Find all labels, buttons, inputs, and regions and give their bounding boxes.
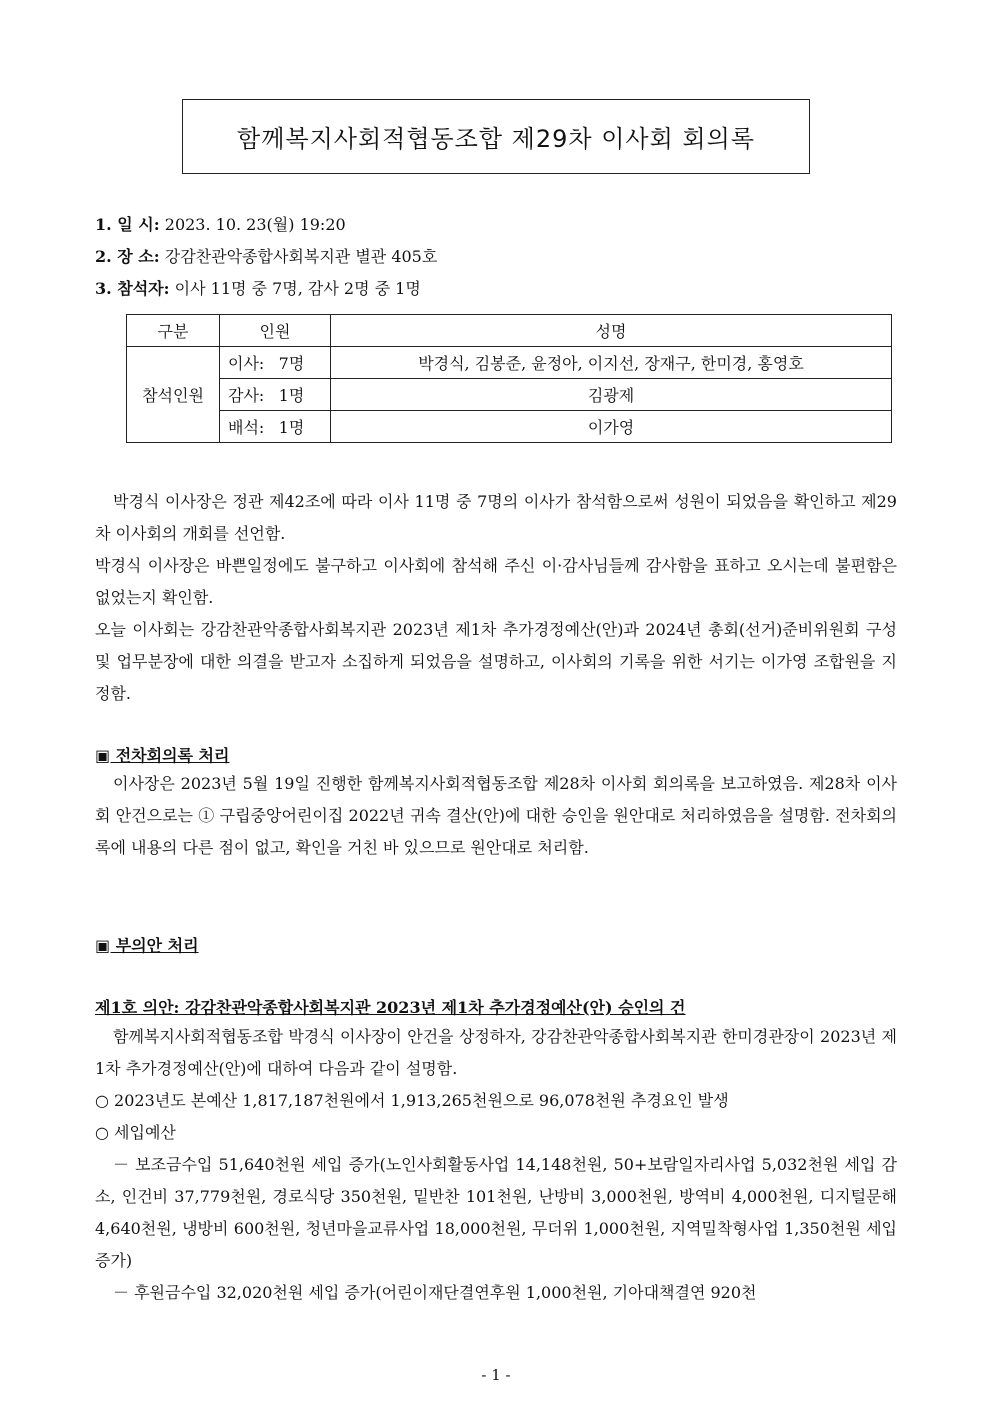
page-number: - 1 - [481, 1366, 511, 1384]
meta-date-value: 2023. 10. 23(월) 19:20 [159, 215, 346, 234]
document-title: 함께복지사회적협동조합 제29차 이사회 회의록 [237, 125, 755, 153]
row-number: 7명 [278, 354, 305, 373]
meta-date-label: 1. 일 시: [95, 215, 160, 234]
row-number: 1명 [278, 386, 305, 405]
row-role: 감사: [228, 386, 265, 405]
agenda1-donation-item: － 후원금수입 32,020천원 세입 증가(어린이재단결연후원 1,000천원, 기아대책결연 920천 [113, 1283, 757, 1302]
agenda1-body: 함께복지사회적협동조합 박경식 이사장이 안건을 상정하자, 강감찬관악종합사회복지관 한미경관장이 2023년 제1차 추가경정예산(안)에 대하여 다음과 같이 설명함. [95, 1027, 897, 1078]
intro-paragraph-1: 박경식 이사장은 정관 제42조에 따라 이사 11명 중 7명의 이사가 참석함으로써 성원이 되었음을 확인하고 제29차 이사회의 개회를 선언함. [95, 492, 897, 543]
row-count [220, 379, 331, 411]
header-count: 인원 [220, 315, 331, 347]
agenda1-subsidy-item: － 보조금수입 51,640천원 세입 증가(노인사회활동사업 14,148천원, 50+보람일자리사업 5,032천원 세입 감소, 인건비 37,779천원, 경로식당 350천원, 밑반찬 101천원, 난방비 3,000천원, 방역비 4,000천원, 디지털문해 4,640천원, 냉방비 600천원, 청년마을교류사업 18,000천원, 무더위 1,000천원, 지역밀착형사업 1,350천원 세입 증가) [95, 1155, 897, 1270]
meta-attendees-value: 이사 11명 중 7명, 감사 2명 중 1명 [169, 279, 421, 298]
intro-paragraph-3: 오늘 이사회는 강감찬관악종합사회복지관 2023년 제1차 추가경정예산(안)과 2024년 총회(선거)준비위원회 구성 및 업무분장에 대한 의결을 받고자 소집하게 되었음을 설명하고, 이사회의 기록을 위한 서기는 이가영 조합원을 지정함. [95, 620, 897, 703]
row-number: 1명 [278, 418, 305, 437]
table-row [127, 411, 892, 443]
row-role: 배석: [228, 418, 265, 437]
table-header-row [127, 315, 892, 347]
table-row [127, 379, 892, 411]
agenda1-heading: 제1호 의안: 강감찬관악종합사회복지관 2023년 제1차 추가경정예산(안) 승인의 건 [95, 998, 686, 1017]
meta-place-label: 2. 장 소: [95, 247, 160, 266]
row-role: 이사: [228, 354, 265, 373]
group-label: 참석인원 [127, 347, 220, 443]
meta-date [95, 212, 346, 235]
section-heading-agenda: ▣ 부의안 처리 [95, 936, 199, 955]
row-names: 박경식, 김봉준, 윤정아, 이지선, 장재구, 한미경, 홍영호 [331, 347, 892, 379]
attendance-table [126, 314, 892, 443]
meta-attendees [95, 276, 421, 299]
row-count [220, 411, 331, 443]
meta-place [95, 244, 437, 267]
header-names: 성명 [331, 315, 892, 347]
agenda1-bullet-revenue: ○ 세입예산 [95, 1123, 176, 1142]
table-row [127, 347, 892, 379]
intro-paragraph-2: 박경식 이사장은 바쁜일정에도 불구하고 이사회에 참석해 주신 이·감사님들께 감사함을 표하고 오시는데 불편함은 없었는지 확인함. [95, 556, 897, 607]
row-names: 이가영 [331, 411, 892, 443]
previous-minutes-body: 이사장은 2023년 5월 19일 진행한 함께복지사회적협동조합 제28차 이사회 회의록을 보고하였음. 제28차 이사회 안건으로는 ① 구립중앙어린이집 2022년 귀속 결산(안)에 대한 승인을 원안대로 처리하였음을 설명함. 전차회의록에 내용의 다른 점이 없고, 확인을 거친 바 있으므로 원안대로 처리함. [95, 774, 897, 857]
row-count [220, 347, 331, 379]
meta-attendees-label: 3. 참석자: [95, 279, 170, 298]
agenda1-bullet-budget: ○ 2023년도 본예산 1,817,187천원에서 1,913,265천원으로 96,078천원 추경요인 발생 [95, 1091, 729, 1110]
header-category: 구분 [127, 315, 220, 347]
section-heading-previous-minutes: ▣ 전차회의록 처리 [95, 746, 230, 765]
title-box [182, 99, 810, 174]
meta-place-value: 강감찬관악종합사회복지관 별관 405호 [159, 247, 438, 266]
row-names: 김광제 [331, 379, 892, 411]
